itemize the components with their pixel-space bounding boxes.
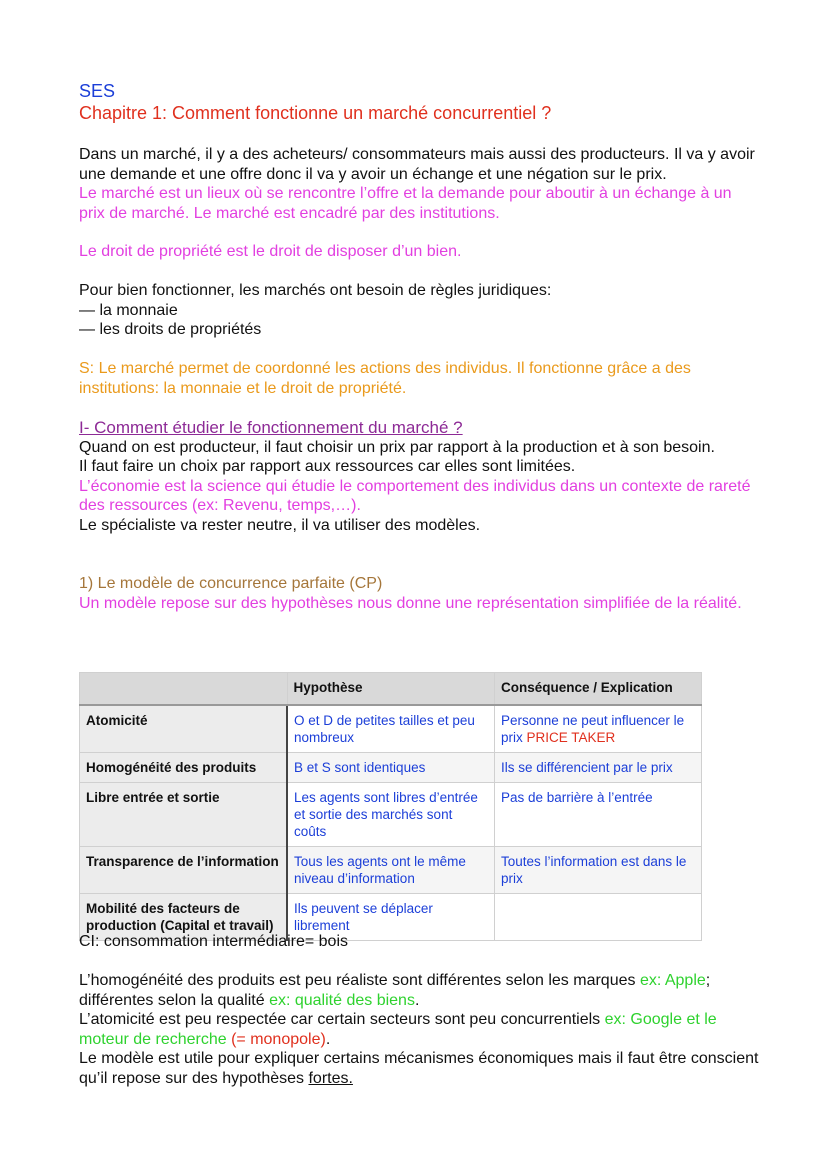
monopole-highlight: (= monopole): [226, 1030, 326, 1048]
consequence-text: Personne ne peut influencer le prix: [501, 713, 685, 745]
header-cell: Hypothèse: [287, 673, 495, 706]
intro-paragraph: [79, 145, 759, 223]
price-taker-highlight: PRICE TAKER: [526, 730, 616, 745]
hypothesis-cell: Tous les agents ont le même niveau d’information: [287, 847, 495, 894]
hypotheses-table: [79, 672, 702, 941]
text: L’homogénéité des produits est peu réaliste sont différentes selon les marques: [79, 972, 640, 989]
consequence-cell: Ils se différencient par le prix: [495, 753, 702, 783]
chapter-title: Chapitre 1: Comment fonctionne un marché concurrentiel ?: [79, 103, 552, 123]
intro-text: Dans un marché, il y a des acheteurs/ consommateurs mais aussi des producteurs. Il va y avoir une demande et une offre donc il va y avoir un échange et une négation sur le prix.: [79, 146, 755, 183]
section-1: [79, 418, 759, 535]
table-header: [80, 673, 702, 706]
hypothesis-cell: Ils peuvent se déplacer librement: [287, 894, 495, 941]
hypothesis-cell: B et S sont identiques: [287, 753, 495, 783]
header-cell: [80, 673, 288, 706]
table-row: [80, 847, 702, 894]
model-definition: Un modèle repose sur des hypothèses nous donne une représentation simplifiée de la réalité.: [79, 594, 742, 612]
paragraph: Quand on est producteur, il faut choisir un prix par rapport à la production et à son besoin.: [79, 438, 715, 456]
example: ex: Apple: [639, 972, 706, 989]
text: .: [325, 1030, 331, 1048]
rules-paragraph: [79, 281, 759, 340]
hypothesis-cell: Les agents sont libres d’entrée et sortie des marchés sont coûts: [287, 783, 495, 847]
paragraph: Le spécialiste va rester neutre, il va utiliser des modèles.: [79, 516, 481, 534]
ci-note: CI: consommation intermédiaire= bois: [79, 933, 349, 950]
row-label: Mobilité des facteurs de production (Capital et travail): [80, 894, 288, 941]
table-row: [80, 753, 702, 783]
conclusion: [79, 971, 759, 1088]
subsection-1: [79, 574, 759, 613]
consequence-cell: Pas de barrière à l’entrée: [495, 783, 702, 847]
conclusion-model: [79, 1049, 759, 1088]
summary: S: Le marché permet de coordonné les actions des individus. Il fonctionne grâce a des institutions: la monnaie et le droit de propriété.: [79, 360, 691, 397]
list-item: — la monnaie: [79, 301, 178, 319]
row-label: Homogénéité des produits: [80, 753, 288, 783]
row-label: Atomicité: [80, 705, 288, 753]
consequence-cell: Toutes l’information est dans le prix: [495, 847, 702, 894]
text: ; différentes selon la qualité: [79, 972, 711, 1009]
text: .: [414, 991, 420, 1009]
underlined-text: fortes.: [308, 1069, 353, 1087]
property-definition: Le droit de propriété est le droit de disposer d’un bien.: [79, 243, 462, 260]
hypothesis-cell: O et D de petites tailles et peu nombreux: [287, 705, 495, 753]
section-heading: I- Comment étudier le fonctionnement du marché ?: [79, 418, 463, 437]
market-definition: Le marché est un lieux où se rencontre l’offre et la demande pour aboutir à un échange à un prix de marché. Le marché est encadré par des institutions.: [79, 185, 732, 222]
table-row: [80, 783, 702, 847]
subject-title: SES: [79, 81, 116, 101]
row-label: Libre entrée et sortie: [80, 783, 288, 847]
consequence-cell: [495, 705, 702, 753]
header-cell: Conséquence / Explication: [495, 673, 702, 706]
row-label: Transparence de l’information: [80, 847, 288, 894]
table-row: [80, 705, 702, 753]
paragraph: Il faut faire un choix par rapport aux ressources car elles sont limitées.: [79, 458, 576, 475]
conclusion-homogeneity: [79, 971, 759, 1010]
example: ex: qualité des biens: [269, 991, 415, 1009]
subsection-heading: 1) Le modèle de concurrence parfaite (CP): [79, 575, 383, 592]
example: ex: Google et le moteur de recherche: [79, 1011, 717, 1048]
text: L’atomicité est peu respectée car certain secteurs sont peu concurrentiels: [79, 1011, 605, 1028]
conclusion-atomicity: [79, 1010, 759, 1049]
list-item: — les droits de propriétés: [79, 321, 262, 338]
text: Le modèle est utile pour expliquer certains mécanismes économiques mais il faut être conscient qu’il repose sur des hypothèses: [79, 1050, 759, 1087]
rules-text: Pour bien fonctionner, les marchés ont besoin de règles juridiques:: [79, 282, 552, 299]
economics-definition: L’économie est la science qui étudie le comportement des individus dans un contexte de rareté des ressources (ex: Revenu, temps,…).: [79, 477, 751, 514]
